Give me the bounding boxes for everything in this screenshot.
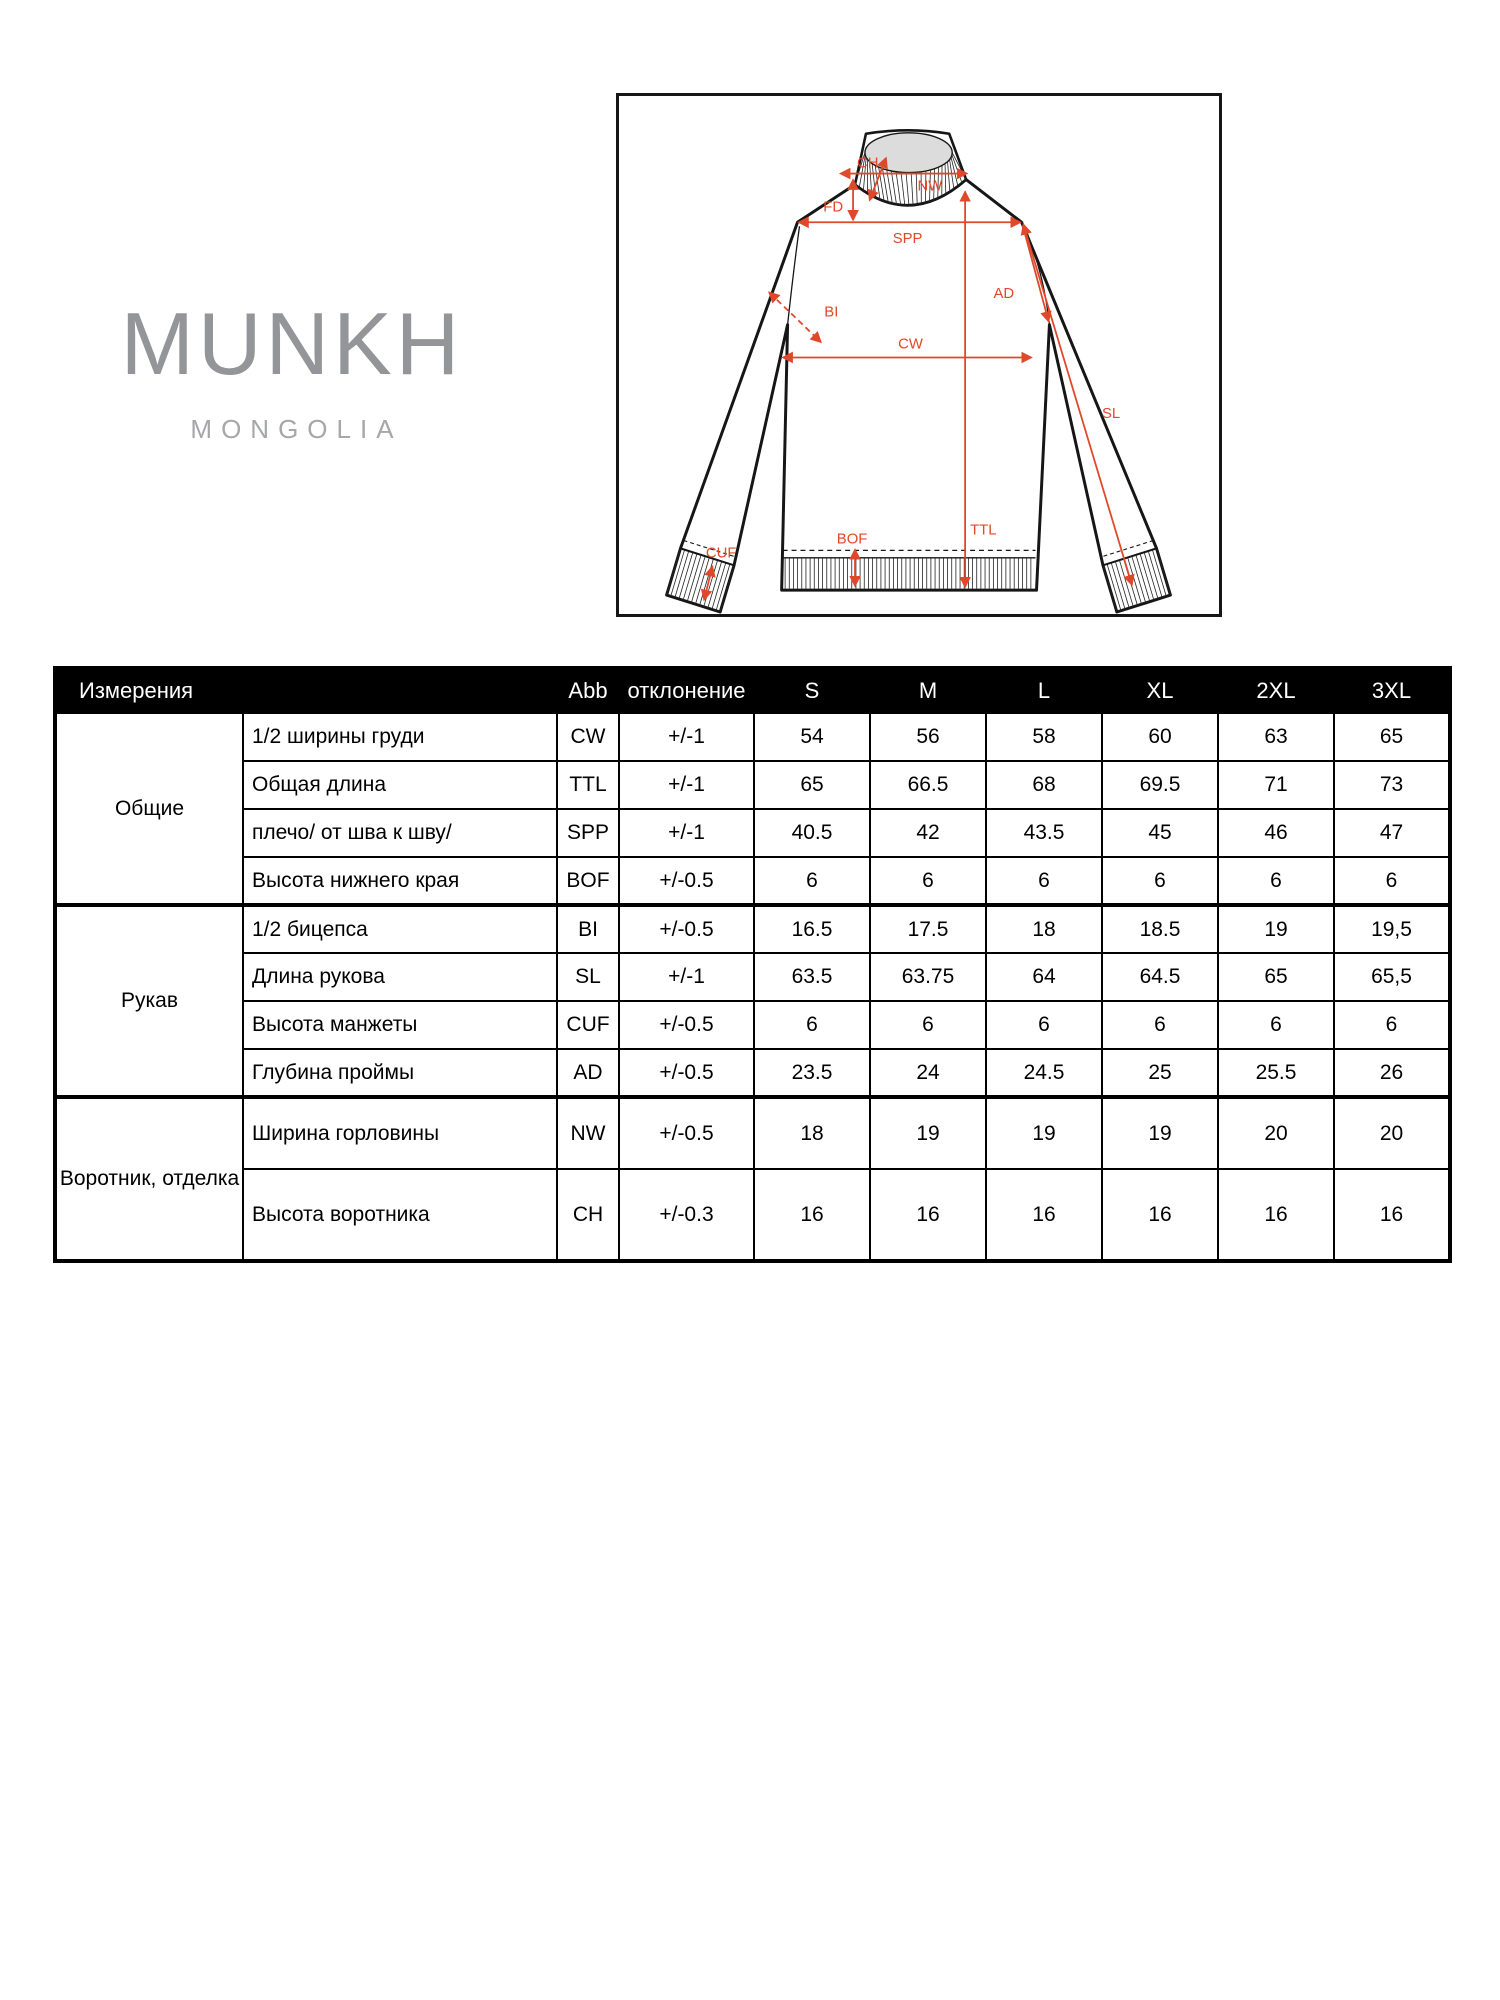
value-cell-xl: 18.5 [1102,905,1218,953]
group-cell: Рукав [55,905,243,1097]
value-cell-xl: 45 [1102,809,1218,857]
value-cell-l: 6 [986,857,1102,905]
value-cell-3xl: 16 [1334,1169,1450,1261]
value-cell-xl: 6 [1102,857,1218,905]
abb-cell: SPP [557,809,619,857]
sl-label: SL [1101,406,1121,423]
tolerance-cell: +/-1 [619,713,754,761]
value-cell-l: 43.5 [986,809,1102,857]
header-size-2xl: 2XL [1218,668,1334,713]
value-cell-3xl: 73 [1334,761,1450,809]
tolerance-cell: +/-0.5 [619,1049,754,1097]
bi-label: BI [824,304,839,321]
value-cell-s: 16.5 [754,905,870,953]
nw-label: NW [917,178,943,195]
measurement-name-cell: Высота нижнего края [243,857,557,905]
value-cell-3xl: 26 [1334,1049,1450,1097]
tolerance-cell: +/-1 [619,953,754,1001]
value-cell-l: 6 [986,1001,1102,1049]
measurement-name-cell: плечо/ от шва к шву/ [243,809,557,857]
value-cell-xl: 25 [1102,1049,1218,1097]
table-row [55,953,1450,1001]
table-row [55,1049,1450,1097]
value-cell-xl: 19 [1102,1097,1218,1169]
abb-cell: SL [557,953,619,1001]
value-cell-m: 16 [870,1169,986,1261]
tolerance-cell: +/-0.5 [619,1001,754,1049]
value-cell-l: 58 [986,713,1102,761]
abb-cell: AD [557,1049,619,1097]
value-cell-s: 6 [754,1001,870,1049]
measurement-name-cell: Общая длина [243,761,557,809]
cw-label: CW [898,336,923,353]
header-size-m: M [870,668,986,713]
measurement-name-cell: Глубина проймы [243,1049,557,1097]
tolerance-cell: +/-0.5 [619,1097,754,1169]
value-cell-2xl: 6 [1218,1001,1334,1049]
value-cell-s: 65 [754,761,870,809]
value-cell-s: 63.5 [754,953,870,1001]
value-cell-3xl: 65 [1334,713,1450,761]
value-cell-xl: 64.5 [1102,953,1218,1001]
header-measurements: Измерения [55,668,557,713]
value-cell-l: 68 [986,761,1102,809]
sweater-diagram-svg [619,96,1219,614]
header-row [55,668,1450,713]
measurement-name-cell: 1/2 бицепса [243,905,557,953]
abb-cell: CUF [557,1001,619,1049]
value-cell-2xl: 71 [1218,761,1334,809]
value-cell-xl: 6 [1102,1001,1218,1049]
table-row [55,761,1450,809]
value-cell-xl: 69.5 [1102,761,1218,809]
tolerance-cell: +/-0.5 [619,857,754,905]
abb-cell: NW [557,1097,619,1169]
abb-cell: CW [557,713,619,761]
table-row [55,905,1450,953]
abb-cell: TTL [557,761,619,809]
bof-label: BOF [836,531,868,548]
group-cell: Общие [55,713,243,905]
tolerance-cell: +/-0.5 [619,905,754,953]
value-cell-l: 18 [986,905,1102,953]
table-row [55,1169,1450,1261]
spp-label: SPP [892,231,923,248]
abb-cell: BI [557,905,619,953]
group-cell: Воротник, отделка [55,1097,243,1261]
value-cell-m: 42 [870,809,986,857]
value-cell-s: 6 [754,857,870,905]
ttl-label: TTL [970,522,997,539]
value-cell-2xl: 6 [1218,857,1334,905]
tolerance-cell: +/-0.3 [619,1169,754,1261]
ad-label: AD [993,285,1015,302]
value-cell-3xl: 65,5 [1334,953,1450,1001]
measurement-name-cell: Высота воротника [243,1169,557,1261]
value-cell-l: 19 [986,1097,1102,1169]
value-cell-2xl: 65 [1218,953,1334,1001]
value-cell-m: 24 [870,1049,986,1097]
brand-subtitle: MONGOLIA [190,414,403,444]
value-cell-2xl: 25.5 [1218,1049,1334,1097]
value-cell-xl: 16 [1102,1169,1218,1261]
value-cell-3xl: 20 [1334,1097,1450,1169]
value-cell-m: 17.5 [870,905,986,953]
value-cell-s: 16 [754,1169,870,1261]
value-cell-m: 6 [870,857,986,905]
value-cell-l: 24.5 [986,1049,1102,1097]
header-size-s: S [754,668,870,713]
table-row [55,1001,1450,1049]
value-cell-s: 23.5 [754,1049,870,1097]
value-cell-l: 16 [986,1169,1102,1261]
measurement-name-cell: Высота манжеты [243,1001,557,1049]
abb-cell: CH [557,1169,619,1261]
value-cell-m: 19 [870,1097,986,1169]
value-cell-2xl: 63 [1218,713,1334,761]
ch-label: CH [857,155,879,172]
value-cell-2xl: 46 [1218,809,1334,857]
table-row [55,809,1450,857]
value-cell-xl: 60 [1102,713,1218,761]
tolerance-cell: +/-1 [619,761,754,809]
cuf-label: CUF [705,545,737,562]
value-cell-m: 56 [870,713,986,761]
header-size-l: L [986,668,1102,713]
size-chart-table [53,666,1452,1263]
brand-name: MUNKH [120,294,464,393]
measurement-name-cell: Длина рукова [243,953,557,1001]
measurement-name-cell: Ширина горловины [243,1097,557,1169]
table-row [55,713,1450,761]
table-row [55,857,1450,905]
value-cell-m: 66.5 [870,761,986,809]
value-cell-s: 40.5 [754,809,870,857]
value-cell-m: 63.75 [870,953,986,1001]
fd-label: FD [823,199,844,216]
value-cell-3xl: 6 [1334,1001,1450,1049]
size-chart [53,666,1452,1263]
brand-logo [92,294,492,445]
value-cell-3xl: 47 [1334,809,1450,857]
value-cell-3xl: 19,5 [1334,905,1450,953]
size-diagram [616,93,1222,617]
value-cell-l: 64 [986,953,1102,1001]
value-cell-2xl: 20 [1218,1097,1334,1169]
table-row [55,1097,1450,1169]
measurement-name-cell: 1/2 ширины груди [243,713,557,761]
value-cell-s: 18 [754,1097,870,1169]
header-tolerance: отклонение [619,668,754,713]
value-cell-2xl: 16 [1218,1169,1334,1261]
value-cell-2xl: 19 [1218,905,1334,953]
header-size-xl: XL [1102,668,1218,713]
header-size-3xl: 3XL [1334,668,1450,713]
value-cell-3xl: 6 [1334,857,1450,905]
header-abb: Abb [557,668,619,713]
value-cell-m: 6 [870,1001,986,1049]
value-cell-s: 54 [754,713,870,761]
tolerance-cell: +/-1 [619,809,754,857]
abb-cell: BOF [557,857,619,905]
